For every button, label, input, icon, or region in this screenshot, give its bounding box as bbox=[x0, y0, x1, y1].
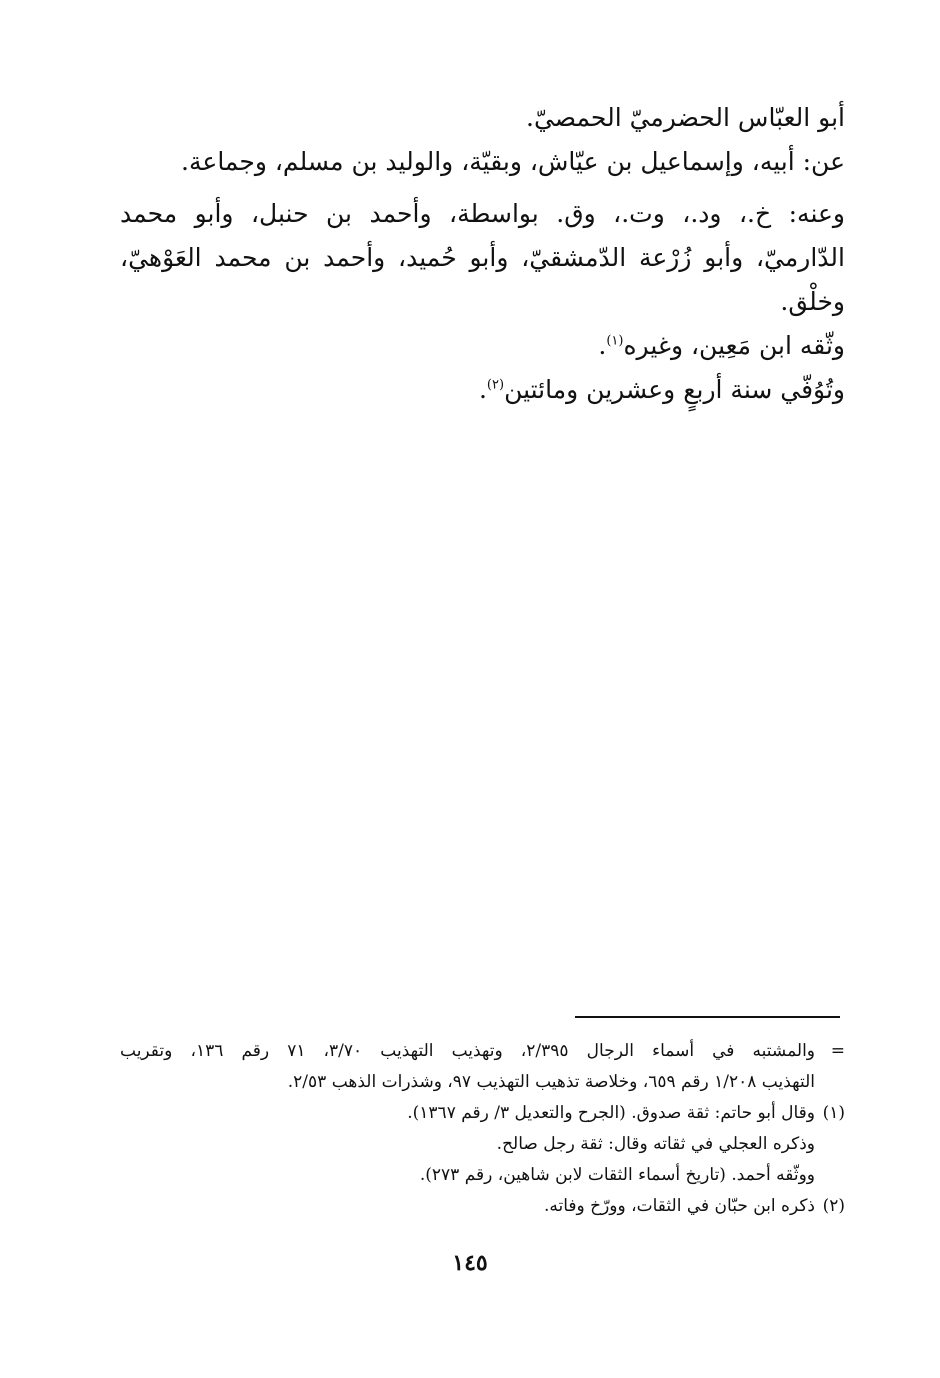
page-number: ١٤٥ bbox=[452, 1250, 488, 1276]
text-line-5: وخلْق. bbox=[780, 287, 845, 316]
death-text: وتُوُفّي سنة أربعٍ وعشرين ومائتين bbox=[504, 375, 845, 404]
footnote-1-marker: (١) bbox=[822, 1103, 845, 1123]
text-line-2: عن: أبيه، وإسماعيل بن عيّاش، وبقيّة، والوليد بن مسلم، وجماعة. bbox=[181, 147, 845, 176]
footnotes bbox=[120, 1036, 845, 1222]
footnote-separator bbox=[575, 1016, 840, 1018]
footnote-1-line-2: وذكره العجلي في ثقاته وقال: ثقة رجل صالح. bbox=[496, 1134, 815, 1154]
death-line bbox=[120, 368, 845, 412]
footnote-1 bbox=[120, 1098, 845, 1129]
continuation-line-1: والمشتبه في أسماء الرجال ٢/٣٩٥، وتهذيب التهذيب ٣/٧٠، ٧١ رقم ١٣٦، وتقريب bbox=[120, 1041, 816, 1061]
text-line-3: وعنه: خ.، ود.، وت.، وق. بواسطة، وأحمد بن حنبل، وأبو محمد bbox=[120, 199, 845, 228]
tawthiq-line bbox=[120, 324, 845, 368]
footnote-2-line: ذكره ابن حبّان في الثقات، وورّخ وفاته. bbox=[543, 1196, 815, 1216]
text-line-4: الدّارميّ، وأبو زُرْعة الدّمشقيّ، وأبو حُميد، وأحمد بن محمد العَوْهيّ، bbox=[120, 243, 845, 272]
main-text bbox=[120, 96, 845, 412]
footnote-1-line-1: وقال أبو حاتم: ثقة صدوق. (الجرح والتعديل ٣/ رقم ١٣٦٧). bbox=[407, 1103, 815, 1123]
footnote-continuation bbox=[120, 1036, 845, 1067]
footnote-1-line-3: ووثّقه أحمد. (تاريخ أسماء الثقات لابن شاهين، رقم ٢٧٣). bbox=[419, 1165, 815, 1185]
continuation-marker: = bbox=[830, 1041, 845, 1061]
footnote-2 bbox=[120, 1191, 845, 1222]
footnote-ref-2: (٢) bbox=[486, 377, 505, 393]
text-line-1: أبو العبّاس الحضرميّ الحمصيّ. bbox=[526, 103, 845, 132]
tawthiq-text: وثّقه ابن مَعِين، وغيره bbox=[623, 331, 845, 360]
death-end: . bbox=[478, 375, 487, 404]
footnote-2-marker: (٢) bbox=[822, 1196, 845, 1216]
continuation-line-2: التهذيب ١/٢٠٨ رقم ٦٥٩، وخلاصة تذهيب التهذيب ٩٧، وشذرات الذهب ٢/٥٣. bbox=[287, 1072, 815, 1092]
tawthiq-end: . bbox=[598, 331, 607, 360]
footnote-ref-1: (١) bbox=[606, 333, 624, 349]
